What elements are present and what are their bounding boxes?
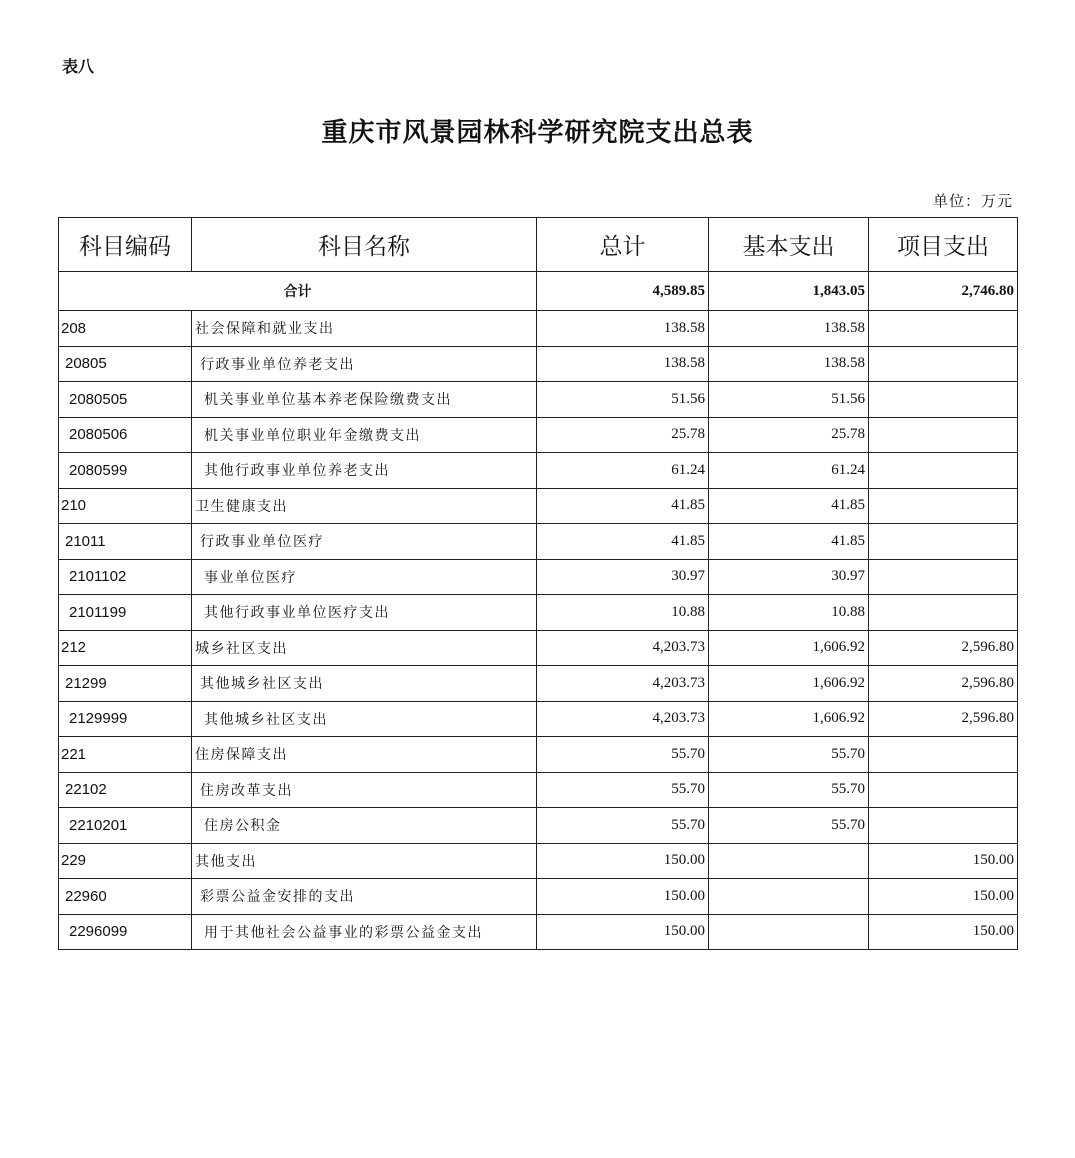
- row-code: 212: [59, 630, 192, 666]
- row-name: 用于其他社会公益事业的彩票公益金支出: [192, 914, 537, 950]
- row-total: 4,203.73: [537, 666, 709, 702]
- row-total: 150.00: [537, 879, 709, 915]
- row-project: [869, 772, 1018, 808]
- table-row: [59, 879, 1018, 915]
- row-basic: 1,606.92: [709, 666, 869, 702]
- table-row: [59, 737, 1018, 773]
- table-row: [59, 701, 1018, 737]
- row-project: [869, 595, 1018, 631]
- row-total: 55.70: [537, 772, 709, 808]
- row-total: 55.70: [537, 808, 709, 844]
- row-total: 4,203.73: [537, 701, 709, 737]
- row-total: 10.88: [537, 595, 709, 631]
- header-code: 科目编码: [59, 218, 192, 272]
- header-row: [59, 218, 1018, 272]
- row-project: 150.00: [869, 843, 1018, 879]
- row-basic: 55.70: [709, 772, 869, 808]
- row-name: 社会保障和就业支出: [192, 311, 537, 347]
- total-basic: 1,843.05: [709, 272, 869, 311]
- row-code: 229: [59, 843, 192, 879]
- total-label: 合计: [59, 272, 537, 311]
- header-total: 总计: [537, 218, 709, 272]
- row-code: 210: [59, 488, 192, 524]
- table-row: [59, 524, 1018, 560]
- table-row: [59, 382, 1018, 418]
- row-total: 41.85: [537, 524, 709, 560]
- table-row: [59, 488, 1018, 524]
- row-basic: 1,606.92: [709, 630, 869, 666]
- row-code: 221: [59, 737, 192, 773]
- row-code: 2129999: [59, 701, 192, 737]
- row-basic: [709, 843, 869, 879]
- row-total: 55.70: [537, 737, 709, 773]
- table-row: [59, 595, 1018, 631]
- row-code: 2101199: [59, 595, 192, 631]
- row-code: 22102: [59, 772, 192, 808]
- table-row: [59, 559, 1018, 595]
- row-basic: 41.85: [709, 524, 869, 560]
- row-name: 机关事业单位基本养老保险缴费支出: [192, 382, 537, 418]
- row-project: [869, 808, 1018, 844]
- row-name: 其他行政事业单位养老支出: [192, 453, 537, 489]
- row-project: [869, 559, 1018, 595]
- row-name: 机关事业单位职业年金缴费支出: [192, 417, 537, 453]
- table-row: [59, 772, 1018, 808]
- row-total: 61.24: [537, 453, 709, 489]
- row-project: [869, 311, 1018, 347]
- header-project: 项目支出: [869, 218, 1018, 272]
- row-basic: 138.58: [709, 311, 869, 347]
- row-code: 2080506: [59, 417, 192, 453]
- table-row: [59, 666, 1018, 702]
- row-code: 208: [59, 311, 192, 347]
- row-basic: 51.56: [709, 382, 869, 418]
- table-row: [59, 417, 1018, 453]
- row-total: 25.78: [537, 417, 709, 453]
- row-project: [869, 346, 1018, 382]
- row-name: 住房保障支出: [192, 737, 537, 773]
- row-basic: 61.24: [709, 453, 869, 489]
- table-row: [59, 630, 1018, 666]
- table-row: [59, 808, 1018, 844]
- table-row: [59, 843, 1018, 879]
- header-name: 科目名称: [192, 218, 537, 272]
- row-project: 2,596.80: [869, 701, 1018, 737]
- row-project: [869, 382, 1018, 418]
- row-code: 22960: [59, 879, 192, 915]
- row-name: 行政事业单位医疗: [192, 524, 537, 560]
- row-project: [869, 524, 1018, 560]
- row-name: 彩票公益金安排的支出: [192, 879, 537, 915]
- row-project: [869, 488, 1018, 524]
- row-name: 其他城乡社区支出: [192, 666, 537, 702]
- row-project: 150.00: [869, 879, 1018, 915]
- row-project: [869, 417, 1018, 453]
- table-row: [59, 311, 1018, 347]
- row-name: 事业单位医疗: [192, 559, 537, 595]
- row-basic: 1,606.92: [709, 701, 869, 737]
- row-project: [869, 453, 1018, 489]
- row-basic: 55.70: [709, 737, 869, 773]
- row-name: 卫生健康支出: [192, 488, 537, 524]
- row-code: 2210201: [59, 808, 192, 844]
- table-row: [59, 346, 1018, 382]
- row-total: 150.00: [537, 843, 709, 879]
- unit-label: 单位：万元: [932, 192, 1013, 210]
- expenditure-table: [58, 217, 1018, 950]
- row-total: 41.85: [537, 488, 709, 524]
- row-name: 住房公积金: [192, 808, 537, 844]
- row-basic: 10.88: [709, 595, 869, 631]
- row-basic: 30.97: [709, 559, 869, 595]
- row-code: 2296099: [59, 914, 192, 950]
- row-total: 51.56: [537, 382, 709, 418]
- row-project: 2,596.80: [869, 666, 1018, 702]
- row-name: 其他城乡社区支出: [192, 701, 537, 737]
- page-title: 重庆市风景园林科学研究院支出总表: [321, 118, 754, 148]
- total-project: 2,746.80: [869, 272, 1018, 311]
- row-code: 2101102: [59, 559, 192, 595]
- row-name: 其他行政事业单位医疗支出: [192, 595, 537, 631]
- row-basic: 41.85: [709, 488, 869, 524]
- row-code: 20805: [59, 346, 192, 382]
- row-name: 行政事业单位养老支出: [192, 346, 537, 382]
- row-basic: 138.58: [709, 346, 869, 382]
- row-project: [869, 737, 1018, 773]
- row-code: 21011: [59, 524, 192, 560]
- total-row: [59, 272, 1018, 311]
- row-basic: 25.78: [709, 417, 869, 453]
- total-sum: 4,589.85: [537, 272, 709, 311]
- table-row: [59, 453, 1018, 489]
- row-total: 138.58: [537, 346, 709, 382]
- row-code: 2080599: [59, 453, 192, 489]
- row-code: 2080505: [59, 382, 192, 418]
- header-basic: 基本支出: [709, 218, 869, 272]
- row-basic: 55.70: [709, 808, 869, 844]
- row-basic: [709, 879, 869, 915]
- row-total: 30.97: [537, 559, 709, 595]
- row-total: 150.00: [537, 914, 709, 950]
- row-total: 138.58: [537, 311, 709, 347]
- row-code: 21299: [59, 666, 192, 702]
- row-name: 住房改革支出: [192, 772, 537, 808]
- row-total: 4,203.73: [537, 630, 709, 666]
- table-row: [59, 914, 1018, 950]
- row-name: 城乡社区支出: [192, 630, 537, 666]
- row-project: 150.00: [869, 914, 1018, 950]
- row-project: 2,596.80: [869, 630, 1018, 666]
- table-label: 表八: [62, 57, 95, 76]
- row-basic: [709, 914, 869, 950]
- row-name: 其他支出: [192, 843, 537, 879]
